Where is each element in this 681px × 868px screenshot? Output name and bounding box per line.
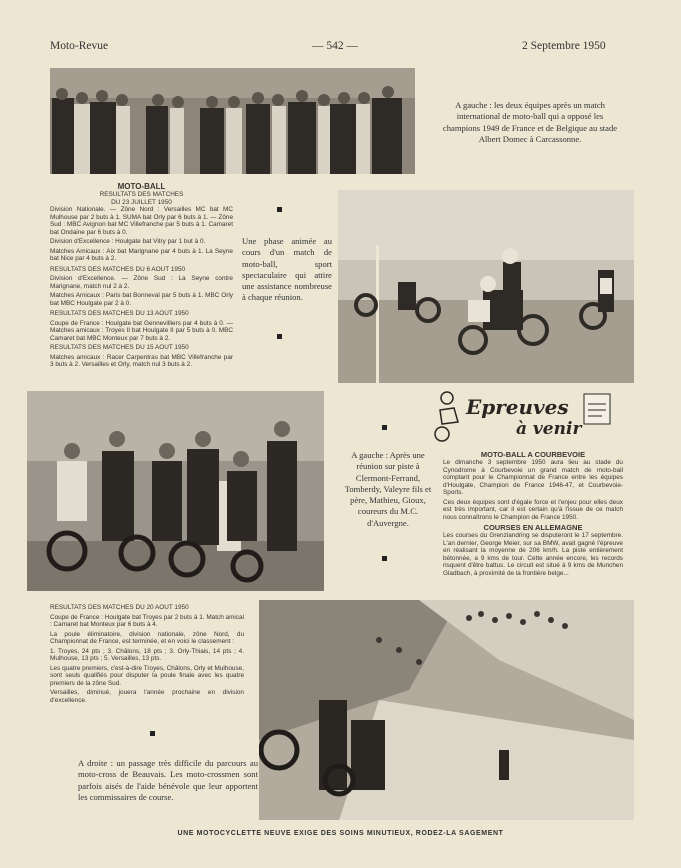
results-date: DU 23 JUILLET 1950 xyxy=(111,198,172,206)
bullet xyxy=(382,425,387,430)
photo-clermont-riders xyxy=(27,391,324,591)
bullet xyxy=(277,334,282,339)
epreuves-title2: COURSES EN ALLEMAGNE xyxy=(483,523,583,532)
bullet xyxy=(277,207,282,212)
epreuves-title: MOTO-BALL A COURBEVOIE xyxy=(480,450,586,459)
rider-icon xyxy=(435,392,458,441)
epreuves-para: Le dimanche 3 septembre 1950 aura lieu au stade du Cynodrome à Courbevoie un grand match de moto-ball comptant pour le Championnat de France entre les équipes d'Houlgate, Champion de France 1946-47, et Courbevoie-Sports. xyxy=(443,459,623,496)
epreuves-para: Ces deux équipes sont d'égale force et l'enjeu pour elles deux est très important, car il est certain qu'à l'issue de ce match nous connaîtrons le Champion de France 1950. xyxy=(443,498,623,521)
results2-para: Les quatre premiers, c'est-à-dire Troyes, Châlons, Orly et Mulhouse, sont seuls qualifiés pour disputer la poule finale avec les quatre premiers de la zône Sud. xyxy=(50,664,244,687)
results-column xyxy=(50,182,233,371)
results-para: Division Nationale. — Zône Nord : Versailles MC bat MC Mulhouse par 2 buts à 1. SUMA bat Orly par 6 buts à 1. — Zône Sud : MBC Avignon bat MC Villefranche par 5 buts à 1. Camaret bat Ondaine par 6 buts à 0. xyxy=(50,206,233,236)
results-para: Coupe de France : Houlgate bat Gennevilliers par 4 buts à 0. — Matches amicaux : Troyes II bat Houlgate II par 5 buts à 0. MBC Camaret bat MBC Monteux par 7 buts à 2. xyxy=(50,319,233,342)
results2-para: La poule éliminatoire, division nationale, zône Nord, du Championnat de France, est terminée, et en voici le classement : xyxy=(50,630,244,645)
results2-column xyxy=(50,604,244,706)
caption-teams xyxy=(440,100,620,145)
results2-para: Coupe de France : Houlgate bat Troyes par 2 buts à 1. Match amical : Camaret bat Monteux par 6 buts à 4. xyxy=(50,613,244,628)
results-title: MOTO-BALL xyxy=(117,182,166,191)
results-heading: RESULTATS DES MATCHES DU 6 AOUT 1950 xyxy=(50,265,186,273)
epreuves-logo-line2: à venir xyxy=(516,419,582,439)
caption-phase xyxy=(242,236,332,304)
bullet xyxy=(382,556,387,561)
bullet xyxy=(150,731,155,736)
results-para: Division d'Excellence. — Zône Sud : La Seyne contre Marignane, match nul 2 à 2. xyxy=(50,275,233,290)
results-para: Division d'Excellence : Houlgate bat Vitry par 1 but à 0. xyxy=(50,238,206,245)
results-subtitle: RESULTATS DES MATCHES xyxy=(99,191,184,198)
page-number: — 542 — xyxy=(312,40,358,52)
results-para: Matches amicaux : Racer Carpentras bat MBC Villefranche par 3 buts à 2. Versailles et Orly, match nul 3 buts à 2. xyxy=(50,353,233,368)
photo-teams xyxy=(50,68,415,174)
epreuves-logo xyxy=(432,388,617,444)
results-heading: RESULTATS DES MATCHES DU 13 AOUT 1950 xyxy=(50,310,189,317)
calendar-icon xyxy=(584,394,610,424)
photo-motoball-action xyxy=(338,190,634,383)
photo-beauvais-motocross xyxy=(259,600,634,820)
results-heading: RESULTATS DES MATCHES DU 15 AOUT 1950 xyxy=(50,344,189,351)
header-title: Moto-Revue xyxy=(50,40,109,52)
epreuves-logo-line1: Epreuves xyxy=(466,395,569,419)
caption-teams-text: A gauche : les deux équipes après un match international de moto-ball qui a opposé les champions 1949 de France et de Belgique au stade Albert Domec à Carcassonne. xyxy=(442,100,618,144)
header-date: 2 Septembre 1950 xyxy=(522,40,606,52)
epreuves-column xyxy=(443,450,623,579)
footer-slogan: UNE MOTOCYCLETTE NEUVE EXIGE DES SOINS MINUTIEUX, RODEZ-LA SAGEMENT xyxy=(177,830,504,837)
caption-clermont-text: A gauche : Après une réunion sur piste à Clermont-Ferrand, Tomberdy, Valeyre fils et père, Mathieu, Gioux, coureurs du M.C. d'Auvergne. xyxy=(344,450,432,528)
caption-beauvais-text: A droite : un passage très difficile du parcours au moto-cross de Beauvais. Les moto-crossmen sont parfois aisés de l'aide bénévole que leur apportent les commissaires de course. xyxy=(78,758,258,802)
caption-phase-text: Une phase animée au cours d'un match de moto-ball, sport spectaculaire qui attire une assistance nombreuse à chaque réunion. xyxy=(242,236,332,303)
epreuves-para: Les courses du Grenzlandring se disputeront le 17 septembre. L'an dernier, George Meier, sur sa BMW, avait gagné l'épreuve en réalisant la moyenne de 206 km/h. La piste entièrement bétonnée, a 9 kms de tour. Cette année encore, les records risquent d'être battus. Le circuit est situé à 9 kms de Munchen Gladbach, à proximité de la frontière belge... xyxy=(443,532,623,577)
results2-para: 1. Troyes, 24 pts ; 3. Châlons, 18 pts ; 3. Orly-Thiais, 14 pts ; 4. Mulhouse, 13 pts ; 5. Versailles, 13 pts. xyxy=(50,647,244,662)
caption-beauvais xyxy=(78,758,258,803)
caption-clermont xyxy=(343,450,433,529)
results-para: Matches Amicaux : Aix bat Marignane par 4 buts à 1. La Seyne bat Nice par 4 buts à 2. xyxy=(50,247,233,262)
results2-heading: RESULTATS DES MATCHES DU 20 AOUT 1950 xyxy=(50,604,189,611)
results2-para: Versailles, diminué, jouera l'année prochaine en division d'excellence. xyxy=(50,689,244,704)
results-para: Matches Amicaux : Paris bat Bonneval par 5 buts à 1. MBC Orly bat MBC Houlgate par 2 à 0. xyxy=(50,292,233,307)
